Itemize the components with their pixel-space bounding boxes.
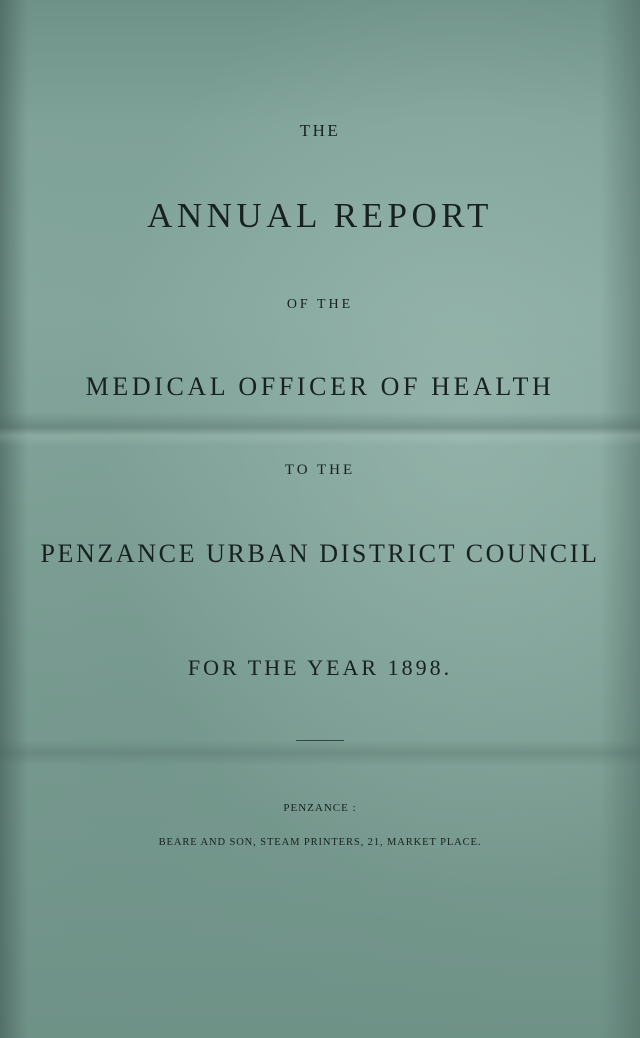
imprint-place: PENZANCE : (283, 802, 357, 814)
report-year: FOR THE YEAR 1898. (187, 655, 453, 680)
line-the: THE (299, 121, 341, 140)
report-title: ANNUAL REPORT (147, 196, 493, 235)
paper-fold-crease-lower (0, 740, 640, 766)
paper-fold-crease (0, 412, 640, 446)
page-edge-shadow-left (0, 0, 28, 1038)
officer-title: MEDICAL OFFICER OF HEALTH (85, 372, 555, 401)
line-of-the: OF THE (286, 297, 354, 312)
council-name: PENZANCE URBAN DISTRICT COUNCIL (40, 539, 600, 568)
line-to-the: TO THE (284, 462, 356, 478)
imprint-printers: BEARE AND SON, STEAM PRINTERS, 21, MARKET PLACE. (158, 837, 482, 848)
page-edge-shadow-right (600, 0, 640, 1038)
divider-rule (296, 740, 344, 741)
